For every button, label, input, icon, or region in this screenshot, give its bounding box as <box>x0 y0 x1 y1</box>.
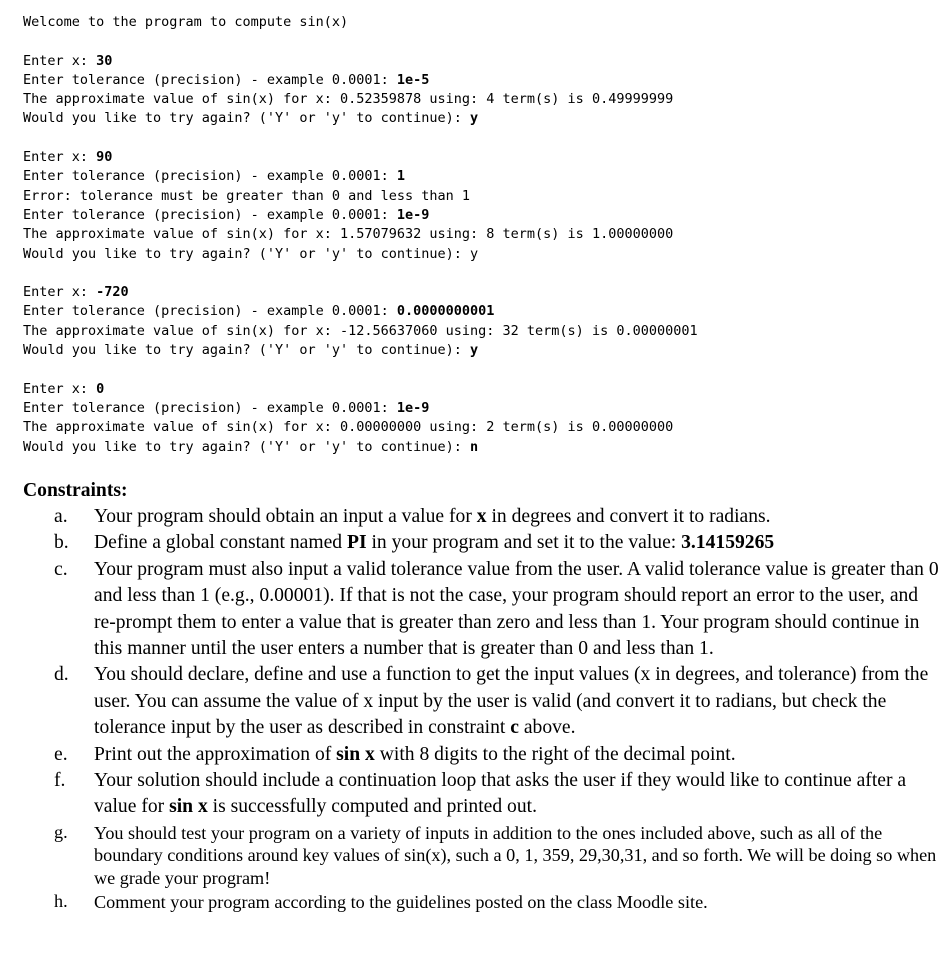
constraint-text <box>94 662 943 741</box>
console-line <box>23 322 933 341</box>
constraint-text <box>94 768 943 821</box>
constraint-text-part: Your program must also input a valid tolerance value from the user. A valid tolerance value is greater than 0 and less than 1 (e.g., 0.00001). If that is not the case, your program should report an error to the user, and re-prompt them to enter a value that is greater than zero and less than 1. Your program should continue in this manner until the user enters a number that is greater than 0 and less than 1. <box>94 558 939 660</box>
constraint-text-part: You should test your program on a variety of inputs in addition to the ones included above, such as all of the boundary conditions around key values of sin(x), such a 0, 1, 359, 29,30,31, and so forth. We will be doing so when we grade your program! <box>94 822 937 889</box>
console-blank-line <box>23 264 933 283</box>
console-line <box>23 245 933 264</box>
constraint-item <box>23 742 943 768</box>
console-line-text: Enter x: <box>23 52 97 69</box>
constraint-text-part: with 8 digits to the right of the decimal point. <box>374 743 736 765</box>
constraint-item <box>23 557 943 663</box>
constraint-letter: h. <box>54 890 68 911</box>
console-line <box>23 167 933 186</box>
constraint-text <box>94 821 943 890</box>
constraint-letter: e. <box>54 743 68 765</box>
constraint-item <box>23 504 943 530</box>
constraint-text <box>94 504 943 530</box>
console-line-text: Enter tolerance (precision) - example 0.0001: <box>23 71 397 88</box>
constraint-letter-cell <box>23 557 94 583</box>
constraint-letter-cell <box>23 504 94 530</box>
console-line-text: Would you like to try again? ('Y' or 'y' to continue): y <box>23 245 479 262</box>
console-line-text: Enter tolerance (precision) - example 0.0001: <box>23 303 397 320</box>
constraint-text-part: is successfully computed and printed out. <box>207 796 537 818</box>
console-user-input: 0.0000000001 <box>396 303 495 320</box>
console-line-text: The approximate value of sin(x) for x: 0.52359878 using: 4 term(s) is 0.49999999 <box>23 91 674 108</box>
console-user-input: -720 <box>96 284 129 301</box>
console-blank-line <box>23 129 933 148</box>
console-line <box>23 109 933 128</box>
constraint-letter-cell <box>23 742 94 768</box>
console-user-input: 90 <box>96 149 113 166</box>
console-user-input: 30 <box>96 52 113 69</box>
constraint-letter: g. <box>54 821 68 842</box>
constraint-text-part: You should declare, define and use a function to get the input values (x in degrees, and tolerance) from the user. You can assume the value of x input by the user is valid (and convert it to radians, but check the tolerance input by the user as described in constraint <box>94 664 929 739</box>
console-line-text: Enter tolerance (precision) - example 0.0001: <box>23 168 397 185</box>
console-user-input: y <box>470 342 479 359</box>
console-line <box>23 399 933 418</box>
console-line <box>23 206 933 225</box>
console-line <box>23 13 933 32</box>
console-line <box>23 52 933 71</box>
constraint-letter-cell <box>23 821 94 844</box>
constraint-item <box>23 662 943 741</box>
console-line <box>23 418 933 437</box>
console-user-input: n <box>470 438 479 455</box>
constraint-item <box>23 768 943 821</box>
console-line <box>23 283 933 302</box>
console-line <box>23 90 933 109</box>
constraint-text <box>94 742 943 768</box>
console-line-text: Would you like to try again? ('Y' or 'y' to continue): <box>23 110 471 127</box>
console-line <box>23 148 933 167</box>
console-line-text: Enter x: <box>23 380 97 397</box>
console-user-input: 1e-9 <box>396 206 430 223</box>
constraint-item <box>23 530 943 556</box>
constraint-text-part: Your program should obtain an input a value for <box>94 506 477 527</box>
console-line <box>23 302 933 321</box>
constraint-text-bold: x <box>476 506 487 527</box>
constraint-text <box>94 530 943 556</box>
constraint-item <box>23 821 943 890</box>
console-line-text: The approximate value of sin(x) for x: 0.00000000 using: 2 term(s) is 0.00000000 <box>23 419 674 436</box>
constraint-letter: d. <box>54 664 69 686</box>
console-line-text: Would you like to try again? ('Y' or 'y' to continue): <box>23 438 471 455</box>
console-user-input: 1e-9 <box>396 399 430 416</box>
constraints-list <box>23 504 943 913</box>
constraint-text-part: above. <box>518 717 576 739</box>
constraint-text <box>94 557 943 663</box>
console-user-input: 1 <box>396 168 406 185</box>
constraint-letter-cell <box>23 662 94 688</box>
constraint-text-part: Your solution should include a continuation loop that asks the user if they would like to continue after a value for <box>94 770 907 818</box>
constraint-letter: a. <box>54 506 68 527</box>
console-line-text: Enter x: <box>23 284 97 301</box>
console-blank-line <box>23 360 933 379</box>
constraint-text-bold: sin x <box>336 743 375 765</box>
constraints-title: Constraints: <box>23 480 128 501</box>
console-line-text: Enter tolerance (precision) - example 0.0001: <box>23 206 397 223</box>
console-line-text: Welcome to the program to compute sin(x) <box>23 14 349 30</box>
console-user-input: 0 <box>96 380 105 397</box>
console-output <box>23 13 933 457</box>
constraint-text-part: in your program and set it to the value: <box>366 532 682 554</box>
console-blank-line <box>23 32 933 51</box>
console-line-text: The approximate value of sin(x) for x: -12.56637060 using: 32 term(s) is 0.00000001 <box>23 322 698 339</box>
console-user-input: y <box>470 110 479 127</box>
constraint-text-part: Comment your program according to the guidelines posted on the class Moodle site. <box>94 891 708 912</box>
constraints-section <box>23 478 943 913</box>
constraint-text <box>94 890 943 914</box>
console-line-text: Error: tolerance must be greater than 0 and less than 1 <box>23 187 471 204</box>
constraint-text-bold: PI <box>347 532 367 554</box>
constraint-item <box>23 890 943 914</box>
constraint-text-part: Define a global constant named <box>94 532 347 554</box>
console-user-input: 1e-5 <box>396 71 430 88</box>
console-line <box>23 380 933 399</box>
console-line <box>23 438 933 457</box>
constraint-text-part: in degrees and convert it to radians. <box>486 506 771 527</box>
console-line <box>23 71 933 90</box>
constraint-letter-cell <box>23 890 94 913</box>
console-line <box>23 225 933 244</box>
constraint-text-bold: c <box>510 717 519 739</box>
console-line-text: Enter x: <box>23 149 97 166</box>
console-line <box>23 187 933 206</box>
constraint-letter: b. <box>54 532 69 554</box>
constraint-letter: f. <box>54 770 66 792</box>
console-line <box>23 341 933 360</box>
constraint-letter-cell <box>23 530 94 556</box>
console-line-text: Enter tolerance (precision) - example 0.0001: <box>23 399 397 416</box>
constraint-text-part: Print out the approximation of <box>94 743 337 765</box>
console-line-text: The approximate value of sin(x) for x: 1.57079632 using: 8 term(s) is 1.00000000 <box>23 226 674 243</box>
console-line-text: Would you like to try again? ('Y' or 'y' to continue): <box>23 342 471 359</box>
constraint-letter: c. <box>54 558 68 580</box>
constraint-text-bold: sin x <box>169 796 208 818</box>
constraint-letter-cell <box>23 768 94 794</box>
constraint-text-bold: 3.14159265 <box>681 532 775 554</box>
